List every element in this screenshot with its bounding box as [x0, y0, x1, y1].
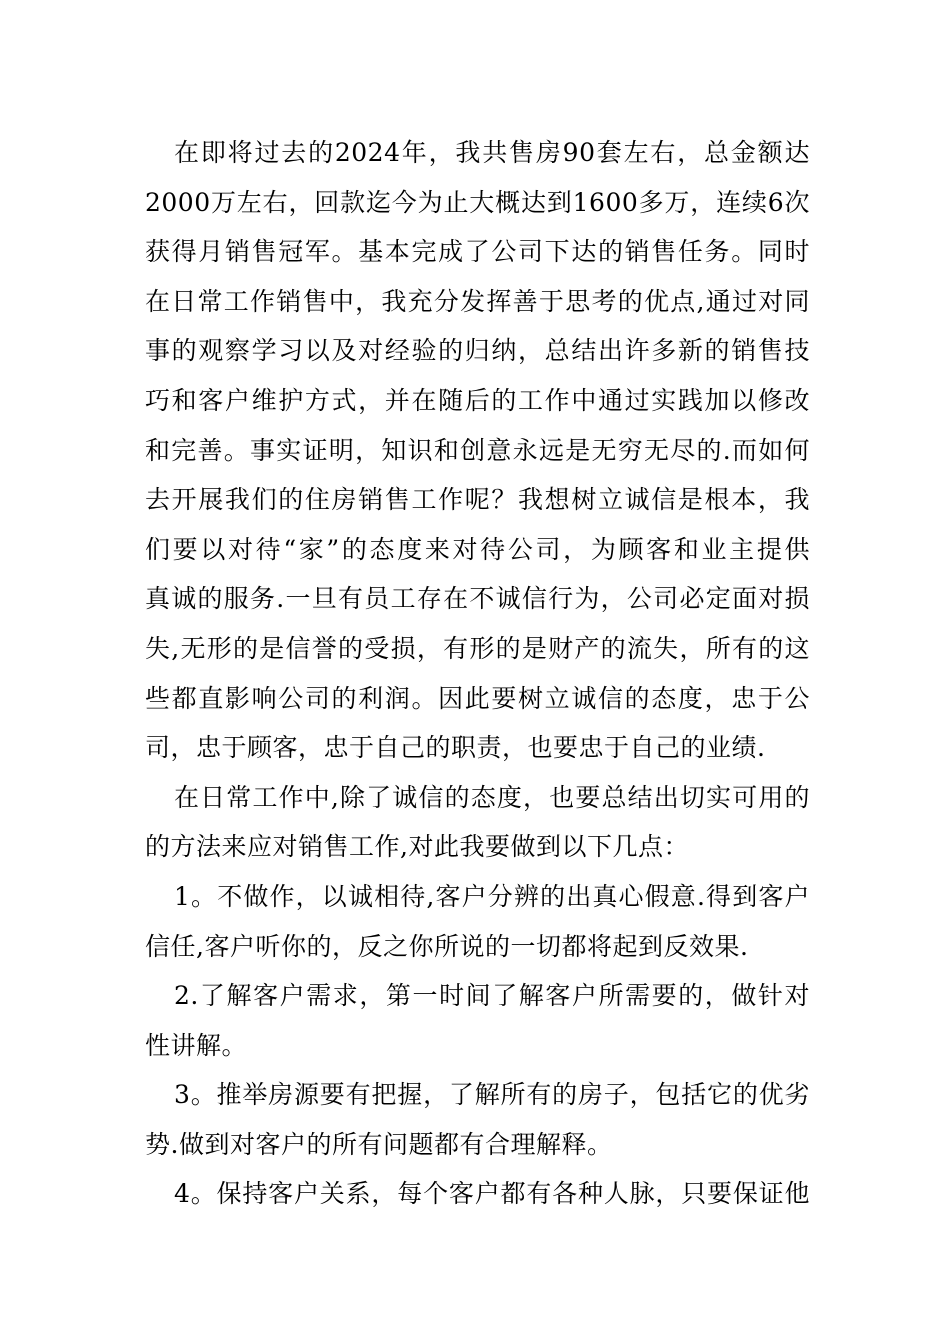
text-line: 失,无形的是信誉的受损，有形的是财产的流失，所有的这 [145, 633, 810, 663]
text-line: 些都直影响公司的利润。因此要树立诚信的态度，忠于公 [145, 683, 810, 713]
text-line: 2.了解客户需求，第一时间了解客户所需要的，做针对 [174, 981, 810, 1011]
text-line: 巧和客户维护方式，并在随后的工作中通过实践加以修改 [145, 385, 810, 415]
text-line: 获得月销售冠军。基本完成了公司下达的销售任务。同时 [145, 237, 810, 267]
text-line: 司，忠于顾客，忠于自己的职责，也要忠于自己的业绩. [145, 733, 766, 763]
text-line: 事的观察学习以及对经验的归纳，总结出许多新的销售技 [145, 336, 810, 366]
text-line: 和完善。事实证明，知识和创意永远是无穷无尽的.而如何 [145, 435, 810, 465]
text-line: 在即将过去的2024年，我共售房90套左右，总金额达 [174, 138, 810, 167]
text-line: 4。保持客户关系，每个客户都有各种人脉，只要保证他 [174, 1179, 810, 1209]
text-line: 们要以对待“家”的态度来对待公司，为顾客和业主提供 [145, 534, 810, 564]
text-line: 在日常工作中,除了诚信的态度，也要总结出切实可用的 [174, 782, 810, 812]
text-line: 性讲解。 [145, 1030, 248, 1060]
text-line: 去开展我们的住房销售工作呢？我想树立诚信是根本，我 [145, 485, 810, 515]
text-line: 1。不做作，以诚相待,客户分辨的出真心假意.得到客户 [174, 881, 810, 911]
text-line: 3。推举房源要有把握，了解所有的房子，包括它的优劣 [174, 1080, 810, 1110]
document-body [145, 128, 810, 1219]
text-line: 在日常工作销售中，我充分发挥善于思考的优点,通过对同 [145, 286, 810, 316]
text-line: 势.做到对客户的所有问题都有合理解释。 [145, 1129, 613, 1159]
text-line: 真诚的服务.一旦有员工存在不诚信行为，公司必定面对损 [145, 584, 810, 614]
text-line: 信任,客户听你的，反之你所说的一切都将起到反效果. [145, 931, 749, 961]
text-line: 的方法来应对销售工作,对此我要做到以下几点： [145, 832, 689, 862]
text-line: 2000万左右，回款迄今为止大概达到1600多万，连续6次 [145, 187, 810, 217]
